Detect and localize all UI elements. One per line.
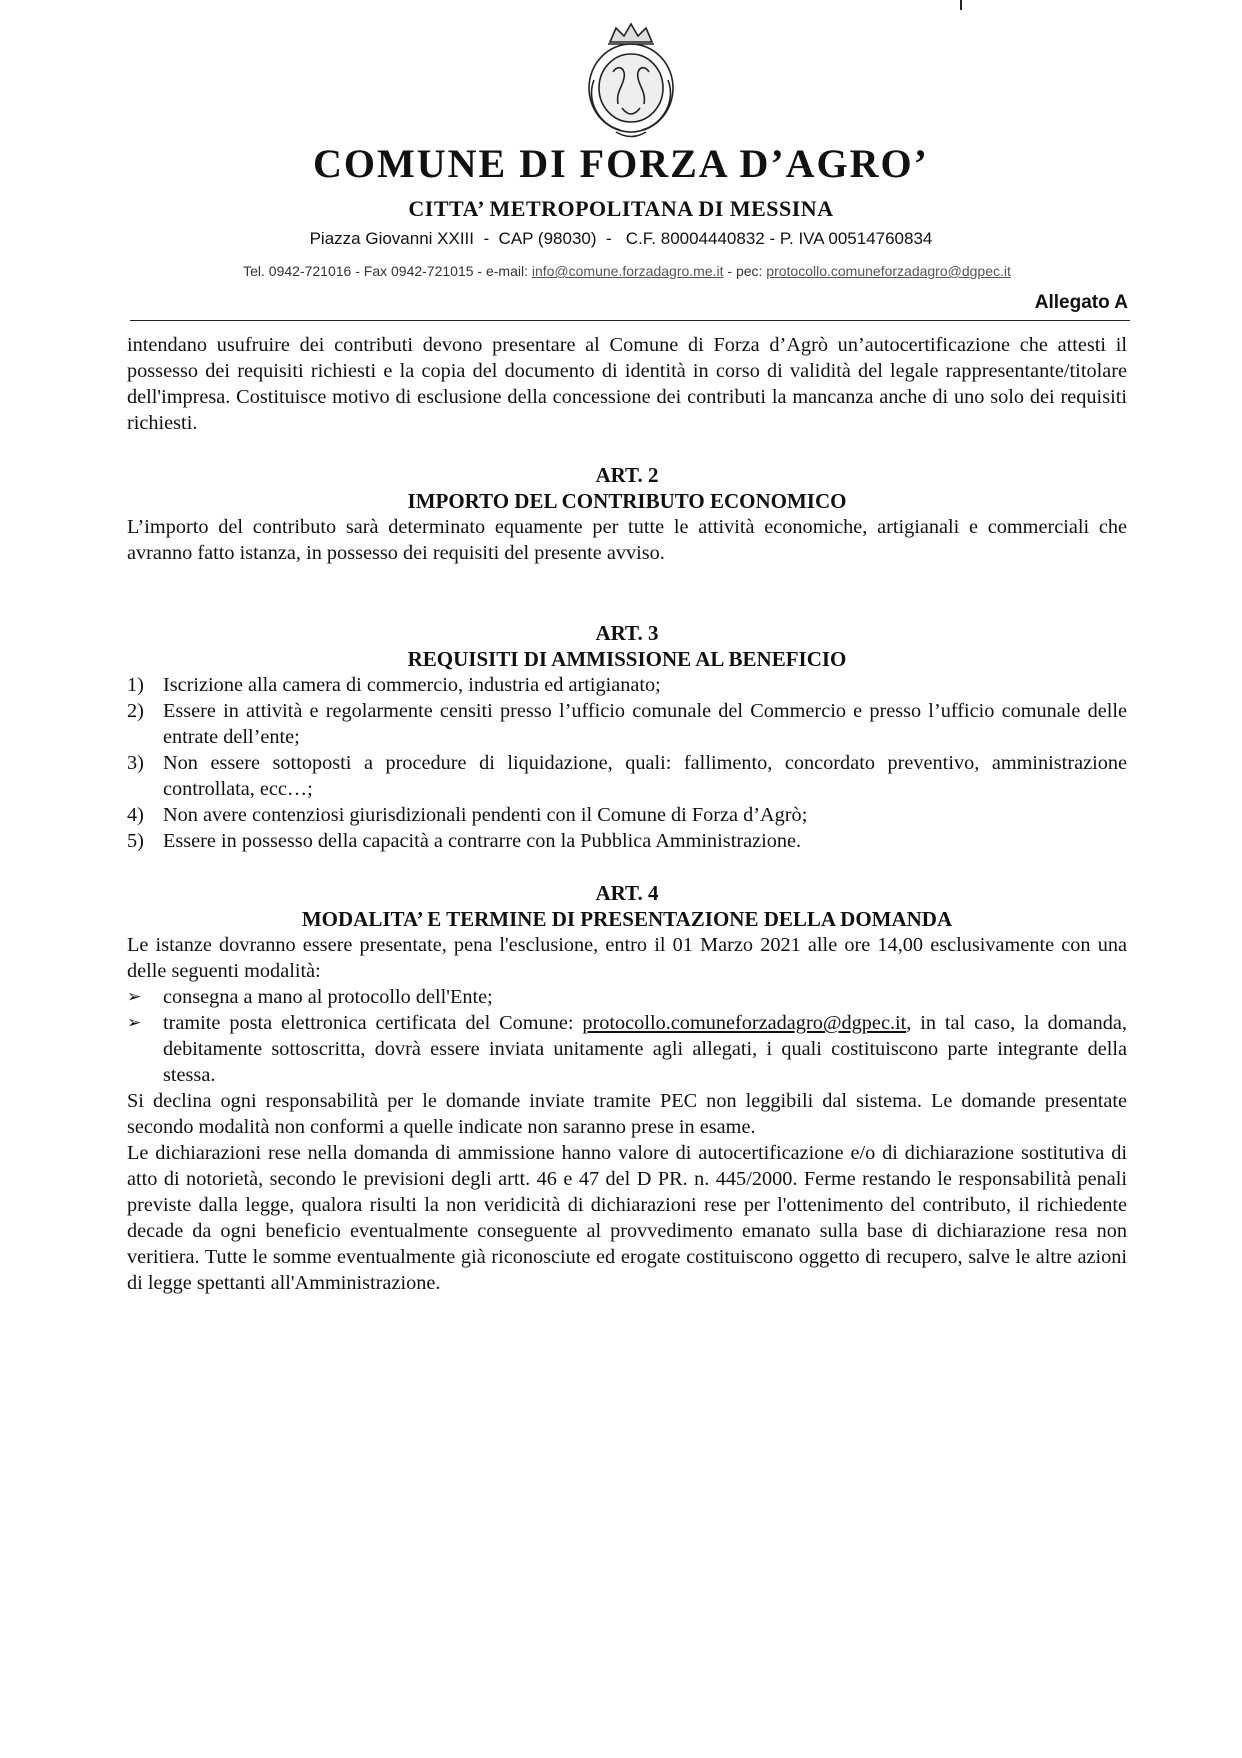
art4-paragraph-1: Si declina ogni responsabilità per le domande inviate tramite PEC non leggibili dal sistema. Le domande presentate secondo modalità non conformi a quelle indicate non saranno prese in esame. (127, 1090, 1127, 1138)
item-text: Non avere contenziosi giurisdizionali pendenti con il Comune di Forza d’Agrò; (163, 804, 808, 826)
item-number: 1) (127, 674, 144, 696)
list-item (127, 698, 1127, 750)
item-text (163, 1010, 1127, 1088)
art4-paragraph-2: Le dichiarazioni rese nella domanda di ammissione hanno valore di autocertificazione e/o di dichiarazione sostitutiva di atto di notorietà, secondo le previsioni degli artt. 46 e 47 del D PR. n. 445/2000. Ferme restando le responsabilità penali previste dalla legge, qualora risulti la non veridicità di dichiarazioni rese per l'ottenimento del contributo, il richiedente decade da ogni beneficio eventualmente conseguente al provvedimento emanato sulla base di dichiarazione resa non veritiera. Tutte le somme eventualmente già riconosciute ed erogate costituiscono oggetto di recupero, salve le altre azioni di legge spettanti all'Amministrazione. (127, 1142, 1127, 1294)
art2-text: L’importo del contributo sarà determinato equamente per tutte le attività economiche, artigianali e commerciali che avranno fatto istanza, in possesso dei requisiti del presente avviso. (127, 516, 1127, 564)
item-text: Essere in possesso della capacità a contrarre con la Pubblica Amministrazione. (163, 830, 802, 852)
item-number: 3) (127, 752, 144, 774)
item-text: Non essere sottoposti a procedure di liquidazione, quali: fallimento, concordato preventivo, amministrazione controllata, ecc…; (163, 752, 1127, 800)
item-text: Essere in attività e regolarmente censiti presso l’ufficio comunale del Commercio e presso l’ufficio comunale delle entrate dell’ente; (163, 700, 1127, 748)
arrow-bullet-icon: ➢ (127, 987, 142, 1006)
municipality-name: COMUNE DI FORZA D’AGRO’ (313, 141, 929, 186)
document-body (127, 332, 1127, 1296)
art4-title: MODALITA’ E TERMINE DI PRESENTAZIONE DELLA DOMANDA (301, 907, 953, 931)
submission-methods-list (127, 984, 1127, 1088)
attachment-label: Allegato A (1034, 292, 1128, 313)
pec-link[interactable]: protocollo.comuneforzadagro@dgpec.it (582, 1012, 907, 1034)
municipal-crest-logo (580, 20, 682, 138)
item-number: 5) (127, 830, 144, 852)
list-item (127, 828, 1127, 854)
email-link[interactable]: info@comune.forzadagro.me.it (531, 263, 724, 279)
list-item (127, 750, 1127, 802)
scan-mark (960, 0, 962, 10)
art4-number: ART. 4 (595, 881, 659, 905)
contact-line (127, 263, 1127, 279)
item-text-pre: tramite posta elettronica certificata del Comune: (163, 1012, 583, 1034)
list-item (127, 672, 1127, 698)
art3-title: REQUISITI DI AMMISSIONE AL BENEFICIO (407, 647, 847, 671)
pec-link[interactable]: protocollo.comuneforzadagro@dgpec.it (766, 263, 1011, 279)
item-number: 2) (127, 700, 144, 722)
item-text: Iscrizione alla camera di commercio, industria ed artigianato; (163, 674, 661, 696)
fax-label: - Fax 0942-721015 - e-mail: (351, 263, 532, 279)
item-number: 4) (127, 804, 144, 826)
art3-number: ART. 3 (595, 621, 659, 645)
header-divider (130, 320, 1130, 321)
metropolitan-city: CITTA’ METROPOLITANA DI MESSINA (408, 196, 834, 221)
address-line: Piazza Giovanni XXIII - CAP (98030) - C.F. 80004440832 - P. IVA 00514760834 (309, 229, 933, 248)
list-item (127, 802, 1127, 828)
intro-paragraph: intendano usufruire dei contributi devono presentare al Comune di Forza d’Agrò un’autocertificazione che attesti il possesso dei requisiti richiesti e la copia del documento di identità in corso di validità del legale rappresentante/titolare dell'impresa. Costituisce motivo di esclusione della concessione dei contributi la mancanza anche di uno solo dei requisiti richiesti. (127, 334, 1127, 434)
list-item (127, 1010, 1127, 1088)
item-text: consegna a mano al protocollo dell'Ente; (163, 986, 493, 1008)
list-item (127, 984, 1127, 1010)
telephone: Tel. 0942-721016 (243, 263, 352, 279)
art2-title: IMPORTO DEL CONTRIBUTO ECONOMICO (407, 489, 847, 513)
art4-lead: Le istanze dovranno essere presentate, pena l'esclusione, entro il 01 Marzo 2021 alle ore 14,00 esclusivamente con una delle seguenti modalità: (127, 934, 1127, 982)
arrow-bullet-icon: ➢ (127, 1013, 142, 1032)
pec-label: - pec: (723, 263, 767, 279)
art2-number: ART. 2 (595, 463, 659, 487)
requirements-list (127, 672, 1127, 854)
item-text-post: , in tal caso, la domanda, debitamente sottoscritta, dovrà essere inviata unitamente agli allegati, i quali costituiscono parte integrante della stessa. (163, 1012, 1128, 1086)
